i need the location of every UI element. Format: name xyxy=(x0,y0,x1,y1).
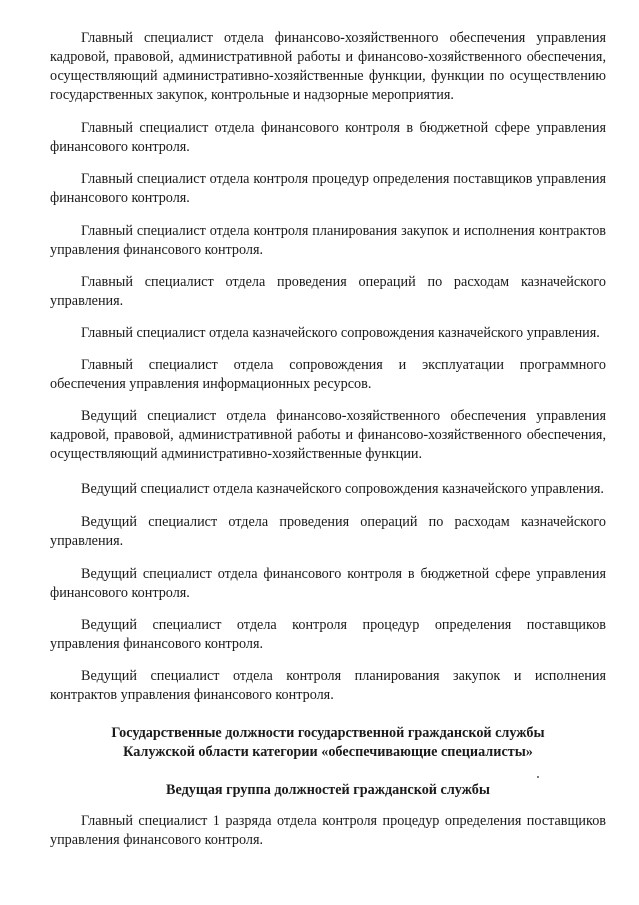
group-heading: Ведущая группа должностей гражданской службы xyxy=(166,782,490,798)
position-paragraph: Ведущий специалист отдела финансово-хозяйственного обеспечения управления кадровой, правовой, административной работы и финансово-хозяйственного обеспечения, осуществляющий административно-хозяйственные функции. xyxy=(50,408,606,462)
position-paragraph: Ведущий специалист отдела финансового контроля в бюджетной сфере управления финансового контроля. xyxy=(50,566,606,601)
position-paragraph: Главный специалист отдела финансового контроля в бюджетной сфере управления финансового контроля. xyxy=(50,120,606,155)
position-paragraph: Главный специалист отдела казначейского сопровождения казначейского управления. xyxy=(81,325,600,341)
position-paragraph: Ведущий специалист отдела контроля процедур определения поставщиков управления финансового контроля. xyxy=(50,617,606,652)
position-paragraph: Ведущий специалист отдела контроля планирования закупок и исполнения контрактов управления финансового контроля. xyxy=(50,668,606,703)
position-paragraph: Главный специалист отдела контроля процедур определения поставщиков управления финансового контроля. xyxy=(50,171,606,206)
section-heading-line-2: Калужской области категории «обеспечивающие специалисты» xyxy=(123,744,533,760)
position-paragraph: Ведущий специалист отдела казначейского сопровождения казначейского управления. xyxy=(81,481,604,497)
final-paragraph: Главный специалист 1 разряда отдела контроля процедур определения поставщиков управления финансового контроля. xyxy=(50,813,606,848)
position-paragraph: Главный специалист отдела контроля планирования закупок и исполнения контрактов управления финансового контроля. xyxy=(50,223,606,258)
position-paragraph: Главный специалист отдела финансово-хозяйственного обеспечения управления кадровой, правовой, административной работы и финансово-хозяйственного обеспечения, осуществляющий административно-хозяйственные функции, функции по осуществлению государственных закупок, контрольные и надзорные мероприятия. xyxy=(50,30,606,103)
section-heading-line-1: Государственные должности государственной гражданской службы xyxy=(111,725,545,741)
position-paragraph: Ведущий специалист отдела проведения операций по расходам казначейского управления. xyxy=(50,514,606,549)
scan-speck xyxy=(537,776,539,778)
position-paragraph: Главный специалист отдела проведения операций по расходам казначейского управления. xyxy=(50,274,606,309)
position-paragraph: Главный специалист отдела сопровождения и эксплуатации программного обеспечения управления информационных ресурсов. xyxy=(50,357,606,392)
